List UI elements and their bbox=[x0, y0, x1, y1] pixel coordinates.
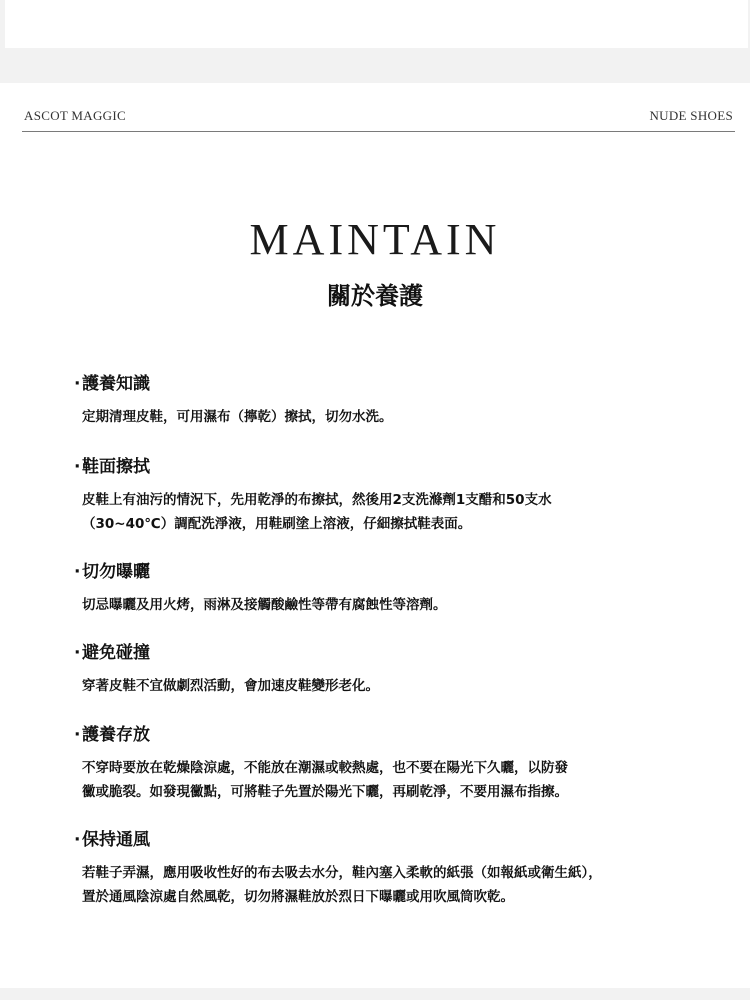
section-avoid-impact bbox=[74, 642, 714, 698]
section-heading-text: 護養知識 bbox=[82, 374, 150, 394]
body-line: 黴或脆裂。如發現黴點，可將鞋子先置於陽光下曬，再刷乾淨，不要用濕布指擦。 bbox=[82, 784, 568, 800]
section-avoid-sun bbox=[74, 561, 714, 617]
section-heading bbox=[74, 373, 714, 395]
section-body bbox=[82, 405, 714, 429]
section-heading bbox=[74, 724, 714, 746]
section-heading bbox=[74, 642, 714, 664]
body-line: （30~40℃）調配洗淨液，用鞋刷塗上溶液，仔細擦拭鞋表面。 bbox=[82, 516, 472, 532]
bullet-dot: · bbox=[74, 643, 81, 663]
section-heading-text: 鞋面擦拭 bbox=[82, 457, 150, 477]
bullet-dot: · bbox=[74, 562, 81, 582]
top-blank-strip bbox=[5, 0, 748, 48]
section-heading-text: 切勿曝曬 bbox=[82, 562, 150, 582]
section-body bbox=[82, 593, 714, 617]
bullet-dot: · bbox=[74, 374, 81, 394]
section-body bbox=[82, 674, 714, 698]
page-title: MAINTAIN bbox=[249, 215, 501, 264]
section-ventilation bbox=[74, 829, 714, 909]
header-divider bbox=[22, 131, 735, 132]
section-care-knowledge bbox=[74, 373, 714, 429]
body-line: 不穿時要放在乾燥陰涼處，不能放在潮濕或較熱處，也不要在陽光下久曬，以防發 bbox=[82, 760, 568, 776]
section-heading-text: 避免碰撞 bbox=[82, 643, 150, 663]
bullet-dot: · bbox=[74, 830, 81, 850]
section-heading bbox=[74, 561, 714, 583]
body-line: 穿著皮鞋不宜做劇烈活動，會加速皮鞋變形老化。 bbox=[82, 678, 379, 694]
section-body bbox=[82, 488, 714, 536]
section-body bbox=[82, 756, 714, 804]
brand-name: ASCOT MAGGIC bbox=[24, 108, 126, 123]
bullet-dot: · bbox=[74, 457, 81, 477]
section-heading bbox=[74, 829, 714, 851]
maintenance-sheet bbox=[0, 83, 750, 988]
section-body bbox=[82, 861, 714, 909]
section-surface-wiping bbox=[74, 456, 714, 536]
bullet-dot: · bbox=[74, 725, 81, 745]
body-line: 皮鞋上有油污的情況下，先用乾淨的布擦拭，然後用2支洗滌劑1支醋和50支水 bbox=[82, 492, 552, 508]
section-heading-text: 保持通風 bbox=[82, 830, 150, 850]
body-line: 置於通風陰涼處自然風乾，切勿將濕鞋放於烈日下曝曬或用吹風筒吹乾。 bbox=[82, 889, 514, 905]
section-heading bbox=[74, 456, 714, 478]
page-subtitle: 關於養護 bbox=[327, 282, 423, 310]
body-line: 若鞋子弄濕，應用吸收性好的布去吸去水分，鞋內塞入柔軟的紙張（如報紙或衛生紙）， bbox=[82, 865, 602, 881]
section-storage bbox=[74, 724, 714, 804]
body-line: 定期清理皮鞋，可用濕布（擰乾）擦拭，切勿水洗。 bbox=[82, 409, 393, 425]
section-heading-text: 護養存放 bbox=[82, 725, 150, 745]
product-category: NUDE SHOES bbox=[649, 108, 733, 123]
body-line: 切忌曝曬及用火烤，雨淋及接觸酸鹼性等帶有腐蝕性等溶劑。 bbox=[82, 597, 447, 613]
